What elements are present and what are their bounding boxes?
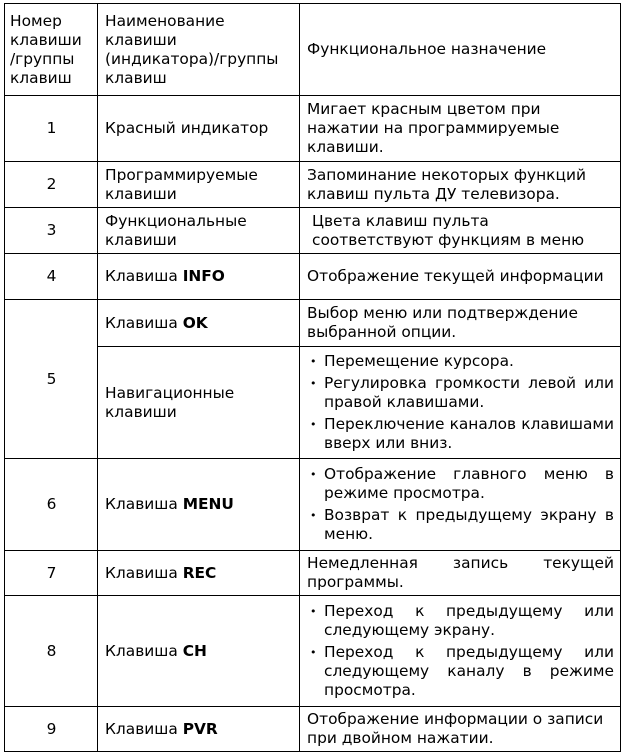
key-function: Мигает красным цветом при нажатии на программируемые клавиши. [300,96,621,162]
list-item: • Переход к предыдущему или следующему каналу в режиме просмотра. [307,643,614,700]
key-name: Функциональные клавиши [98,208,300,254]
table-row [5,347,621,459]
key-function [300,459,621,551]
key-name: Программируемые клавиши [98,162,300,208]
key-function: Запоминание некоторых функций клавиш пульта ДУ телевизора. [300,162,621,208]
key-name [98,707,300,752]
list-item: • Возврат к предыдущему экрану в меню. [307,506,614,544]
list-item: • Переключение каналов клавишами вверх или вниз. [307,415,614,453]
function-bullet-list [307,602,614,700]
key-name-prefix: Клавиша [105,267,183,285]
key-name-code: INFO [182,267,225,285]
list-item: • Перемещение курсора. [307,352,614,371]
table-row [5,551,621,596]
key-name-code: PVR [182,719,218,738]
key-name: Красный индикатор [98,96,300,162]
header-key-number: Номер клавиши /группы клавиш [5,4,98,96]
key-name [98,596,300,707]
key-name-code: CH [182,641,207,660]
key-name [98,551,300,596]
key-function: Отображение информации о записи при двойном нажатии. [300,707,621,752]
key-name [98,300,300,347]
function-bullet-list [307,465,614,544]
key-number: 7 [5,551,98,596]
table-row [5,96,621,162]
key-name-prefix: Клавиша [105,563,183,582]
table-row [5,596,621,707]
header-function: Функциональное назначение [300,4,621,96]
key-name [98,459,300,551]
table-row [5,707,621,752]
key-function: Выбор меню или подтверждение выбранной опции. [300,300,621,347]
key-name-code: OK [182,313,208,332]
list-item: • Регулировка громкости левой или правой клавишами. [307,374,614,412]
key-number: 8 [5,596,98,707]
header-key-name: Наименование клавиши (индикатора)/группы клавиш [98,4,300,96]
table-row [5,254,621,300]
key-number: 9 [5,707,98,752]
key-number: 3 [5,208,98,254]
key-function: Цвета клавиш пульта соответствуют функциям в меню [300,208,621,254]
key-number: 6 [5,459,98,551]
table-row [5,459,621,551]
list-item: • Переход к предыдущему или следующему экрану. [307,602,614,640]
key-name-prefix: Клавиша [105,719,183,738]
key-number: 2 [5,162,98,208]
key-name-prefix: Клавиша [105,641,183,660]
key-name [98,254,300,300]
key-name-code: MENU [182,495,234,513]
key-name-code: REC [182,563,217,582]
key-function: Отображение текущей информации [300,254,621,300]
remote-keys-table [4,3,621,752]
key-function [300,596,621,707]
function-bullet-list [307,352,614,453]
list-item: • Отображение главного меню в режиме просмотра. [307,465,614,503]
key-name-prefix: Клавиша [105,313,183,332]
table-header-row [5,4,621,96]
key-function [300,347,621,459]
key-name-prefix: Клавиша [105,495,183,513]
key-number: 1 [5,96,98,162]
table-row [5,300,621,347]
table-row [5,162,621,208]
key-function: Немедленная запись текущей программы. [300,551,621,596]
key-number: 4 [5,254,98,300]
key-number: 5 [5,300,98,459]
key-name: Навигационные клавиши [98,347,300,459]
table-row [5,208,621,254]
